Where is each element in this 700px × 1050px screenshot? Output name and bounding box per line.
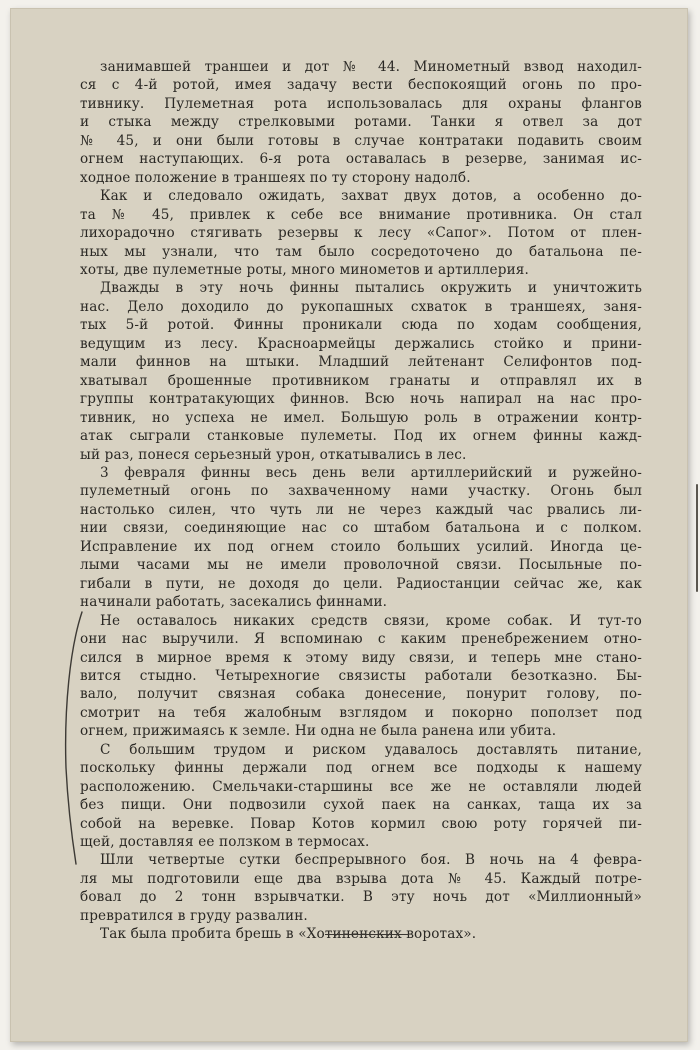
text-line: 3 февраля финны весь день вели артиллерийский и ружейно- [100,464,642,481]
page-edge-mark [693,483,700,593]
text-line: Шли четвертые сутки беспрерывного боя. В ночь на 4 февра- [100,852,642,869]
document-body [80,58,642,944]
paragraph [80,741,642,852]
text-line: атак сыграли станковые пулеметы. Под их огнем финны кажд- [80,428,642,445]
paragraph [80,612,642,741]
text-line: № 45, и они были готовы в случае контратаки подавить своим [80,132,642,149]
text-line: хватывал брошенные противником гранаты и отправлял их в [80,372,642,389]
text-line: сился в мирное время к этому виду связи, и теперь мне стано- [80,649,642,666]
paragraph [80,187,642,279]
text-line: Не оставалось никаких средств связи, кроме собак. И тут-то [100,612,642,629]
text-line: нии связи, соединяющие нас со штабом батальона и с полком. [80,520,642,537]
text-line: собой на веревке. Повар Котов кормил свою роту горячей пи- [80,815,642,832]
text-line: Дважды в эту ночь финны пытались окружить и уничтожить [100,280,642,297]
text-line: ходное положение в траншеях по ту сторону надолб. [80,169,471,186]
text-line: занимавшей траншеи и дот № 44. Минометный взвод находил- [100,59,642,75]
text-line: вало, получит связная собака донесение, понурит голову, по- [80,686,642,703]
text-line: та № 45, привлек к себе все внимание противника. Он стал [80,206,642,223]
text-line: смотрит на тебя жалобным взглядом и покорно поползет под [80,704,642,721]
text-line: С большим трудом и риском удавалось доставлять питание, [100,741,642,758]
text-line: поскольку финны держали под огнем все подходы к нашему [80,760,642,777]
text-line: ля мы подготовили еще два взрыва дота № 45. Каждый потре- [80,870,642,887]
text-line: огнем наступающих. 6-я рота оставалась в резерве, занимая ис- [80,151,642,168]
text-line: лихорадочно стягивать резервы к лесу «Сапог». Потом от плен- [80,225,642,242]
text-line: лыми часами мы не имели проволочной связи. Посыльные по- [80,557,642,574]
text-line: расположению. Смельчаки-старшины все же не оставляли людей [80,778,642,795]
text-line: ся с 4-й ротой, имея задачу вести беспокоящий огонь по про- [80,77,642,94]
text-line: группы контратакующих финнов. Всю ночь напирал на нас про- [80,391,642,408]
paragraph [80,464,642,612]
text-line: бовал до 2 тонн взрывчатки. В эту ночь дот «Миллионный» [80,889,642,906]
text-line: пулеметный огонь по захваченному нами участку. Огонь был [80,483,642,500]
text-line: они нас выручили. Я вспоминаю с каким пренебрежением отно- [80,631,642,648]
text-line: и стыка между стрелковыми ротами. Танки я отвел за дот [80,114,642,131]
text-line: превратился в груду развалин. [80,907,308,924]
text-line: гибали в пути, не доходя до цели. Радиостанции сейчас же, как [80,575,642,592]
paragraph [80,279,642,464]
text-line: вится стыдно. Четырехногие связисты работали безотказно. Бы- [80,667,642,684]
text-line: хоты, две пулеметные роты, много минометов и артиллерия. [80,261,529,278]
end-divider [325,934,409,935]
text-line: Как и следовало ожидать, захват двух дотов, а особенно до- [100,188,642,205]
text-line: ведущим из лесу. Красноармейцы держались стойко и прини- [80,335,642,352]
text-line: тивник, но успеха не имел. Большую роль в отражении контр- [80,409,642,426]
text-line: щей, доставляя ее ползком в термосах. [80,834,370,851]
text-line: ый раз, понеся серьезный урон, откатывались в лес. [80,446,467,463]
text-line: Так была пробита брешь в «Хотиненских воротах». [100,926,477,943]
text-line: тых 5-й ротой. Финны проникали сюда по ходам сообщения, [80,317,642,334]
text-line: нас. Дело доходило до рукопашных схваток в траншеях, заня- [80,298,642,315]
text-line: огнем, прижимаясь к земле. Ни одна не была ранена или убита. [80,723,557,740]
text-line: тивнику. Пулеметная рота использовалась для охраны флангов [80,95,642,112]
text-line: без пищи. Они подвозили сухой паек на санках, таща их за [80,797,642,814]
text-line: мали финнов на штыки. Младший лейтенант Селифонтов под- [80,354,642,371]
text-line: начинали работать, засекались финнами. [80,594,388,611]
paragraph [80,58,642,187]
text-line: Исправление их под огнем стоило больших усилий. Иногда це- [80,538,642,555]
text-line: настолько силен, что чуть ли не через каждый час рвались ли- [80,501,642,518]
text-line: ных мы узнали, что там было сосредоточено до батальона пе- [80,243,642,260]
paragraph [80,851,642,925]
